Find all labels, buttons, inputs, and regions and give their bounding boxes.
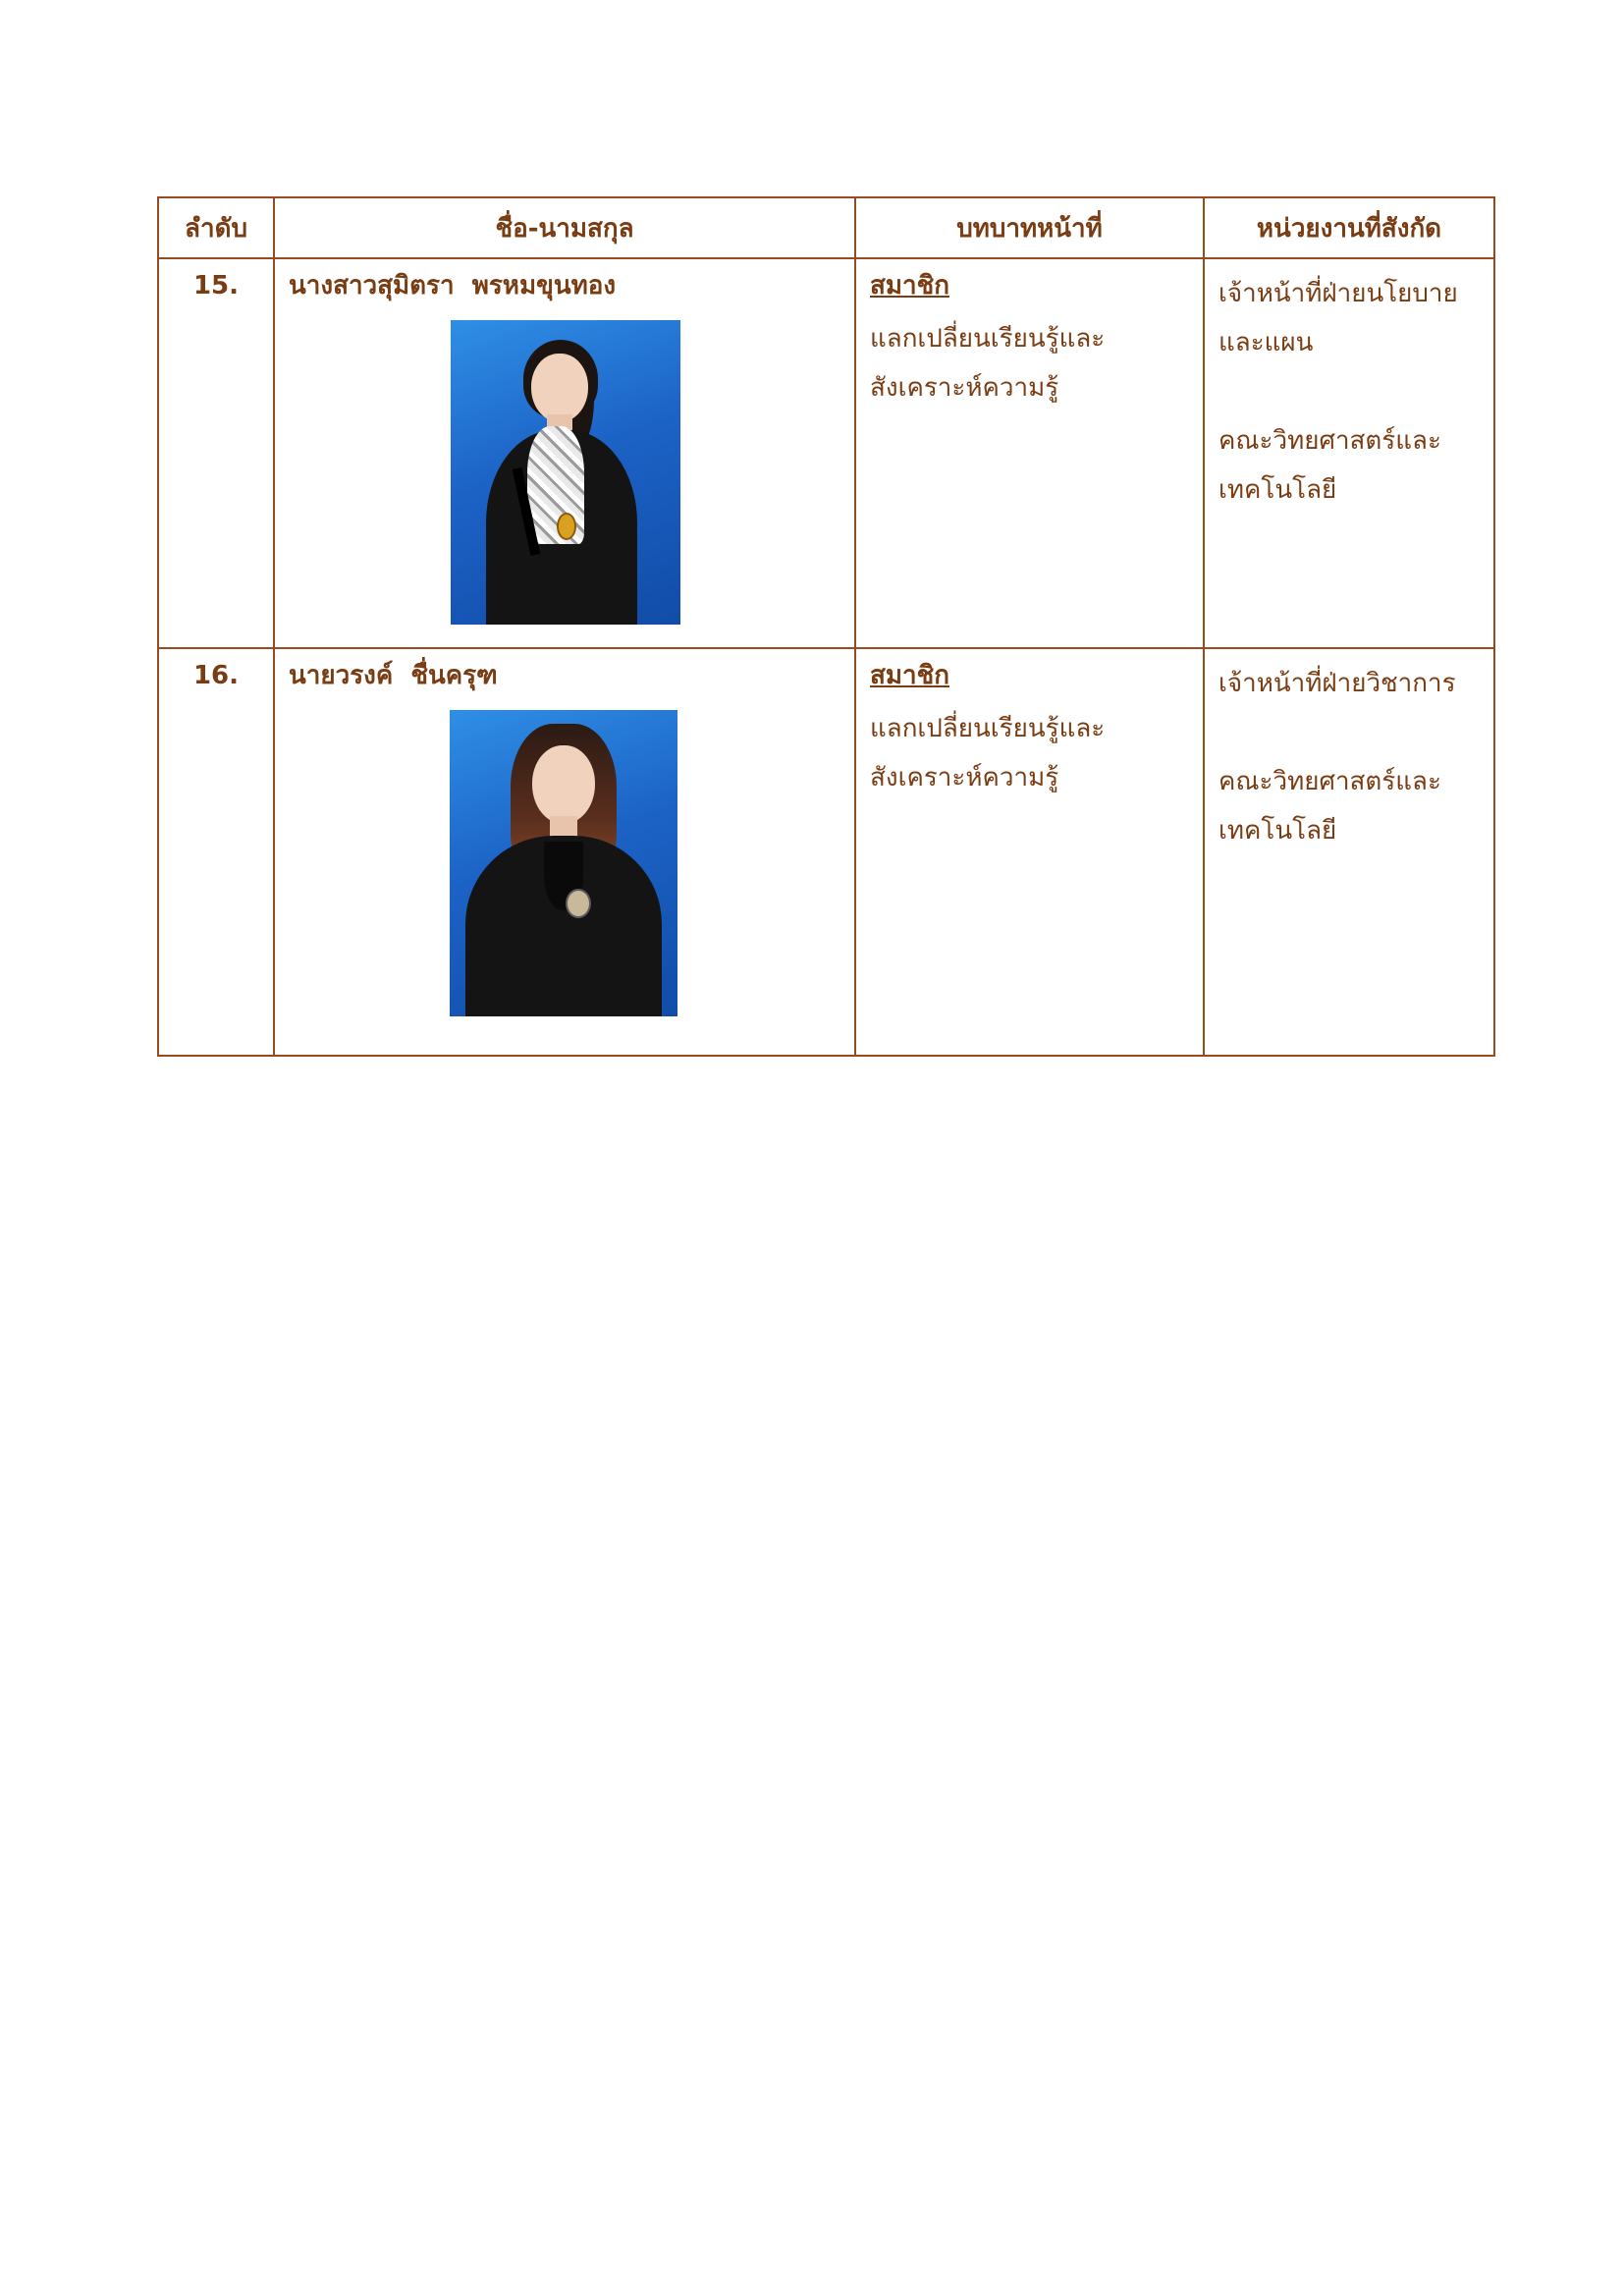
unit-cell: [1204, 648, 1494, 1056]
table-row: [158, 258, 1494, 648]
row-number: 16.: [158, 648, 274, 1056]
role-description-line: สังเคราะห์ความรู้: [870, 373, 1059, 403]
role-description-line: แลกเปลี่ยนเรียนรู้และ: [870, 324, 1106, 354]
header-no: ลำดับ: [158, 197, 274, 258]
member-name: นายวรงค์ ชื่นครุฑ: [289, 661, 498, 690]
unit-line: เจ้าหน้าที่ฝ่ายนโยบาย: [1218, 279, 1458, 308]
name-cell: [274, 258, 855, 648]
header-name: ชื่อ-นามสกุล: [274, 197, 855, 258]
unit-line: และแผน: [1218, 328, 1314, 357]
role-title: สมาชิก: [870, 661, 949, 690]
role-cell: [855, 258, 1204, 648]
unit-line: เจ้าหน้าที่ฝ่ายวิชาการ: [1218, 669, 1456, 698]
member-portrait-photo: [451, 320, 680, 625]
unit-line: เทคโนโลยี: [1218, 816, 1337, 846]
committee-table: [157, 196, 1495, 1057]
header-unit: หน่วยงานที่สังกัด: [1204, 197, 1494, 258]
role-description-line: สังเคราะห์ความรู้: [870, 763, 1059, 793]
member-portrait-photo: [450, 710, 677, 1016]
role-title: สมาชิก: [870, 271, 949, 301]
unit-cell: [1204, 258, 1494, 648]
unit-line: เทคโนโลยี: [1218, 475, 1337, 505]
unit-line: คณะวิทยศาสตร์และ: [1218, 426, 1441, 456]
role-description: [870, 314, 1189, 412]
member-name: นางสาวสุมิตรา พรหมขุนทอง: [289, 271, 617, 301]
role-description-line: แลกเปลี่ยนเรียนรู้และ: [870, 714, 1106, 743]
table-header-row: [158, 197, 1494, 258]
header-role: บทบาทหน้าที่: [855, 197, 1204, 258]
role-cell: [855, 648, 1204, 1056]
unit-line: คณะวิทยศาสตร์และ: [1218, 767, 1441, 796]
name-cell: [274, 648, 855, 1056]
row-number: 15.: [158, 258, 274, 648]
table-row: [158, 648, 1494, 1056]
role-description: [870, 704, 1189, 802]
